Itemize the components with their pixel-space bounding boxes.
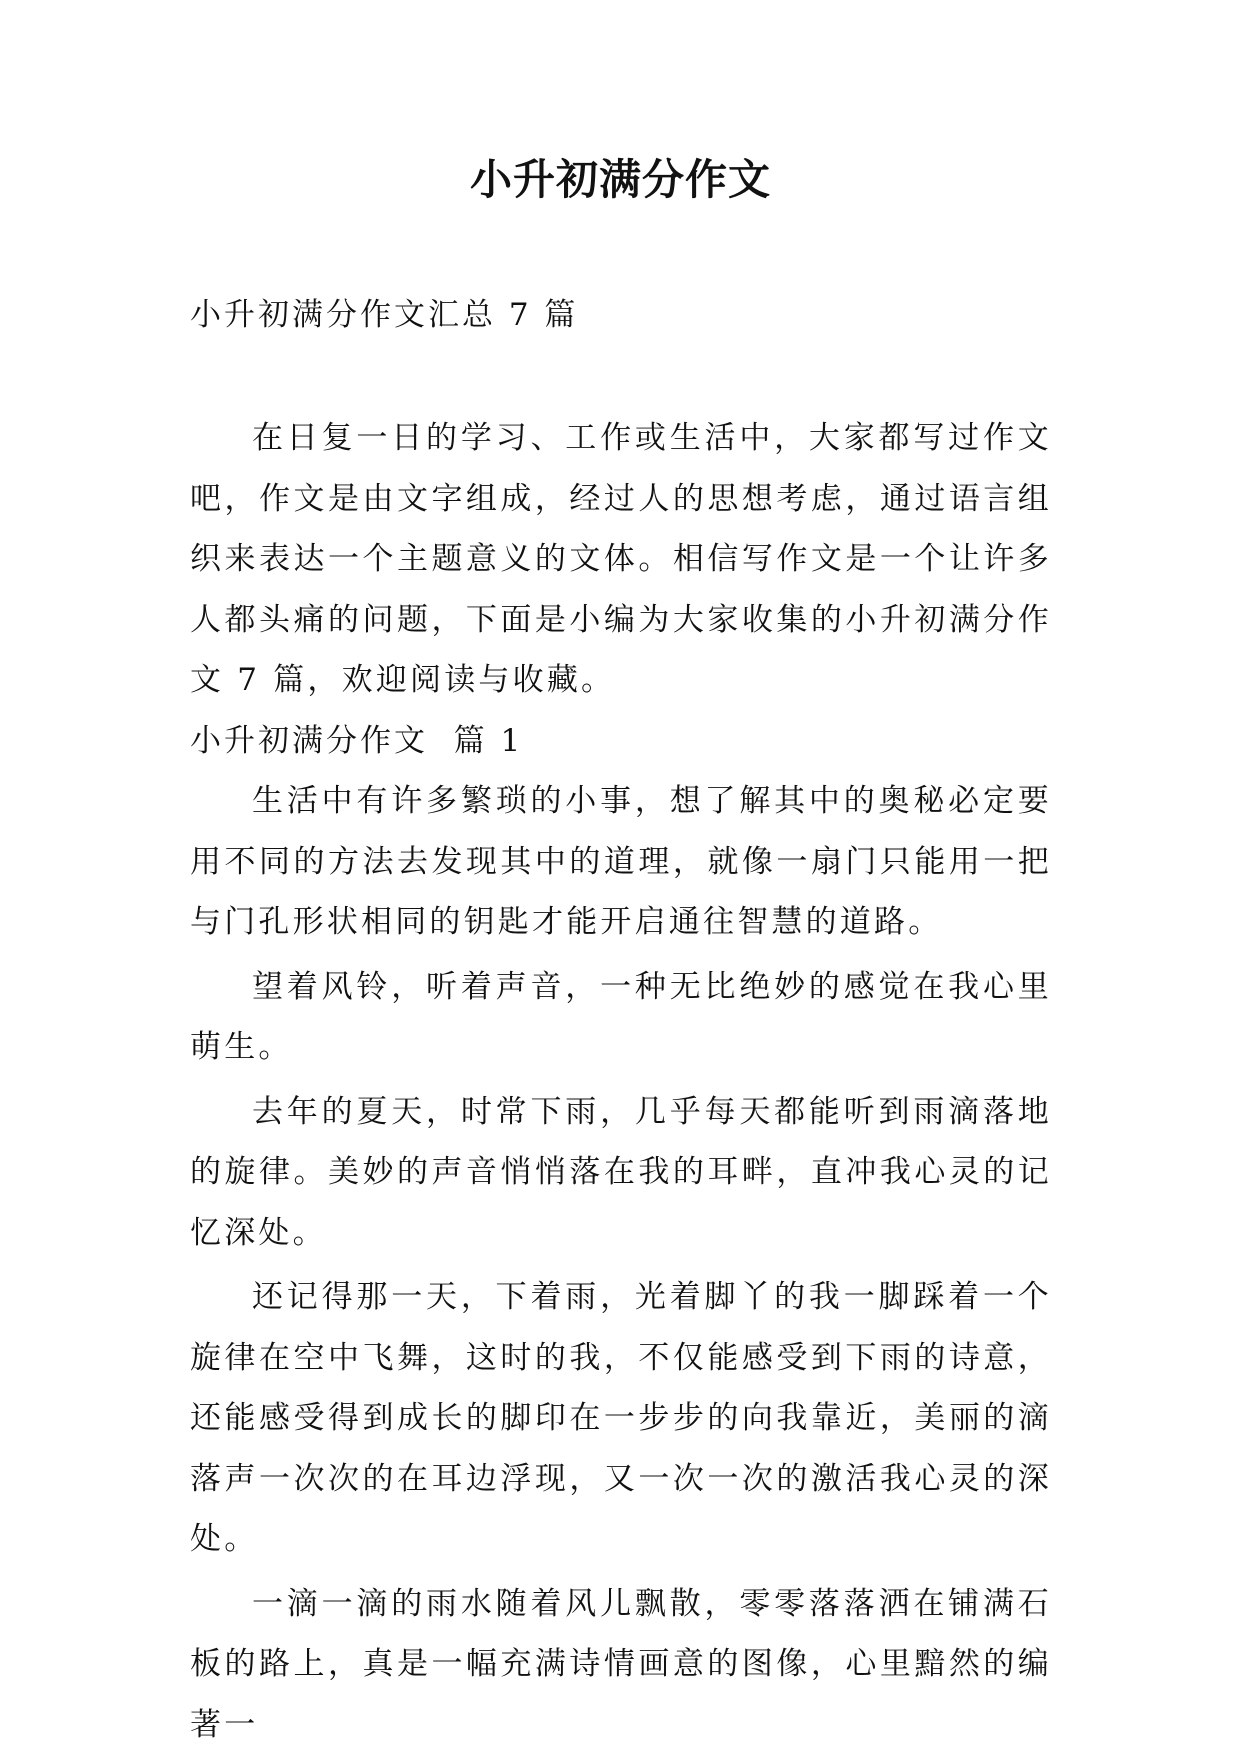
body-paragraph: 生活中有许多繁琐的小事，想了解其中的奥秘必定要用不同的方法去发现其中的道理，就像一扇门只能用一把与门孔形状相同的钥匙才能开启通往智慧的道路。: [190, 771, 1052, 953]
document-body: [190, 408, 1052, 1755]
body-paragraph: 去年的夏天，时常下雨，几乎每天都能听到雨滴落地的旋律。美妙的声音悄悄落在我的耳畔，直冲我心灵的记忆深处。: [190, 1082, 1052, 1264]
section-heading: 小升初满分作文 篇 1: [190, 711, 1052, 772]
body-paragraph: 望着风铃，听着声音，一种无比绝妙的感觉在我心里萌生。: [190, 957, 1052, 1078]
body-paragraph: 还记得那一天，下着雨，光着脚丫的我一脚踩着一个旋律在空中飞舞，这时的我，不仅能感受到下雨的诗意，还能感受得到成长的脚印在一步步的向我靠近，美丽的滴落声一次次的在耳边浮现，又一次一次的激活我心灵的深处。: [190, 1267, 1052, 1570]
document-subtitle: 小升初满分作文汇总 7 篇: [190, 293, 578, 337]
intro-paragraph: 在日复一日的学习、工作或生活中，大家都写过作文吧，作文是由文字组成，经过人的思想考虑，通过语言组织来表达一个主题意义的文体。相信写作文是一个让许多人都头痛的问题，下面是小编为大家收集的小升初满分作文 7 篇，欢迎阅读与收藏。: [190, 408, 1052, 711]
document-title: 小升初满分作文: [0, 150, 1241, 210]
body-paragraph: 一滴一滴的雨水随着风儿飘散，零零落落洒在铺满石板的路上，真是一幅充满诗情画意的图像，心里黯然的编著一: [190, 1574, 1052, 1755]
